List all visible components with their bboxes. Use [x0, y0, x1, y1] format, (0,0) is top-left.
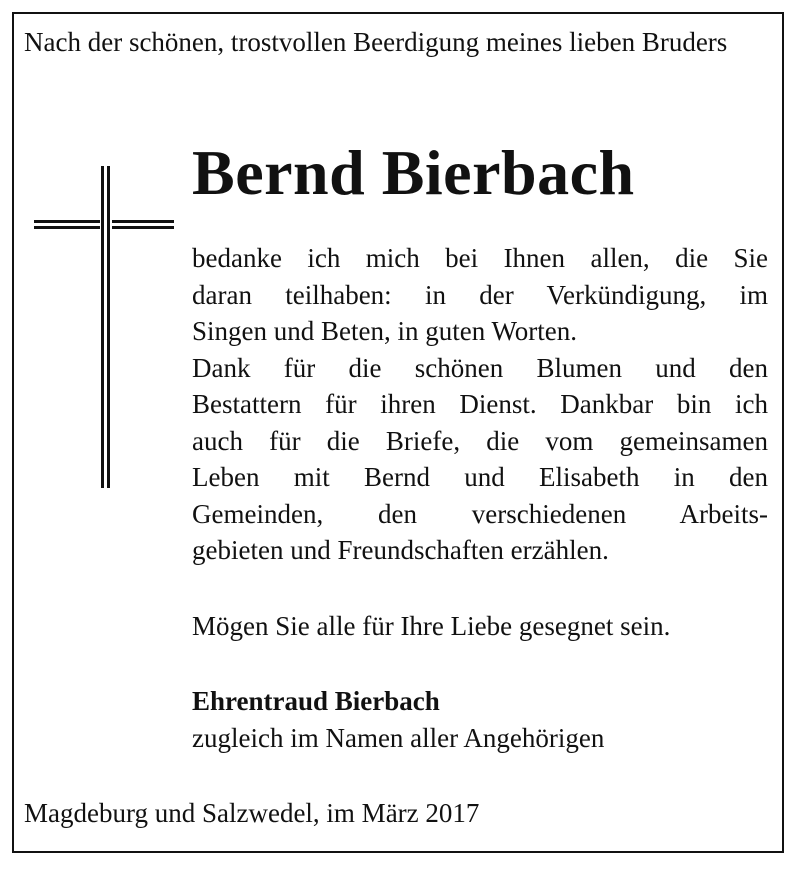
- thanks-line: daran teilhaben: in der Verkündigung, im: [192, 279, 768, 310]
- dank-line: Dank für die schönen Blumen und den: [192, 352, 768, 383]
- intro-text: Nach der schönen, trostvollen Beerdigung meines lieben Bruders: [24, 27, 728, 57]
- dank-line: Leben mit Bernd und Elisabeth in den: [192, 462, 768, 492]
- thanks-text: [192, 240, 768, 569]
- deceased-name: Bernd Bierbach: [192, 137, 635, 208]
- dank-line: Bestattern für ihren Dienst. Dankbar bin ich: [192, 389, 768, 419]
- dank-line: gebieten und Freundschaften erzählen.: [192, 535, 609, 565]
- blessing-text: Mögen Sie alle für Ihre Liebe gesegnet sein.: [192, 611, 671, 641]
- thanks-line: Singen und Beten, in guten Worten.: [192, 316, 578, 346]
- signer-name: Ehrentraud Bierbach: [192, 686, 440, 716]
- signer-note: zugleich im Namen aller Angehörigen: [192, 723, 605, 753]
- place-date: Magdeburg und Salzwedel, im März 2017: [24, 798, 480, 828]
- thanks-line: bedanke ich mich bei Ihnen allen, die Sie: [192, 243, 768, 273]
- dank-line: Gemeinden, den verschiedenen Arbeits-: [192, 498, 768, 529]
- dank-line: auch für die Briefe, die vom gemeinsamen: [192, 425, 768, 456]
- cross-icon: [34, 166, 174, 488]
